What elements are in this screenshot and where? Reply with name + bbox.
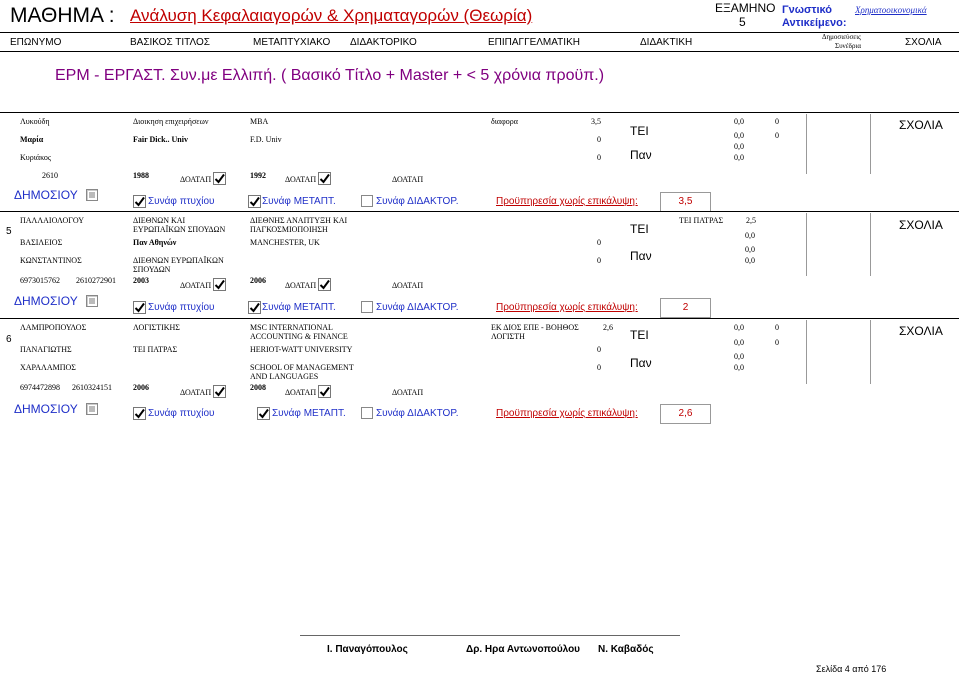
doatap-master-checkbox[interactable] — [318, 172, 331, 185]
record-master-institution: HERIOT-WATT UNIVERSITY — [250, 345, 353, 354]
record-basic-institution: ΤΕΙ ΠΑΤΡΑΣ — [133, 345, 178, 354]
synaf-metapt-checkbox[interactable] — [257, 407, 270, 420]
col-master: ΜΕΤΑΠΤΥΧΙΑΚΟ — [253, 37, 331, 48]
pan-label: Παν — [630, 249, 652, 263]
record-phone-1: 6973015762 — [20, 276, 60, 285]
experience-value: 2,6 — [660, 404, 711, 424]
doatap-basic-checkbox[interactable] — [213, 385, 226, 398]
pub-value: 0 — [775, 338, 779, 347]
footer-signer-1: Ι. Παναγόπουλος — [327, 644, 408, 655]
record-divider-2 — [0, 318, 959, 319]
pub-value: 0 — [775, 117, 779, 126]
col-publications-line1: Δημοσιεύσεις — [822, 33, 861, 41]
teach-value: 0,0 — [734, 338, 744, 347]
experience-value: 2 — [660, 298, 711, 318]
col-basic-title: ΒΑΣΙΚΟΣ ΤΙΤΛΟΣ — [130, 37, 210, 48]
synaf-didakt-label: Συνάφ ΔΙΔΑΚΤΟΡ. — [376, 302, 459, 313]
record-basic-title: Διοικηση επιχειρήσεων — [133, 117, 209, 126]
pub-box-border — [806, 114, 807, 174]
comments-link[interactable]: ΣΧΟΛΙΑ — [899, 324, 943, 338]
columns-divider — [0, 51, 959, 52]
pub-value: 0 — [775, 131, 779, 140]
col-publications-line2: Συνέδρια — [835, 42, 861, 50]
record-prof-value-2: 0 — [597, 153, 601, 162]
record-first-name: Μαρία — [20, 135, 44, 144]
synaf-didakt-checkbox[interactable] — [361, 195, 373, 207]
record-basic-extra: ΔΙΕΘΝΩΝ ΕΥΡΩΠΑΪΚΩΝ ΣΠΟΥΔΩΝ — [133, 256, 224, 274]
teach-extra: ΤΕΙ ΠΑΤΡΑΣ — [679, 216, 724, 225]
pan-label: Παν — [630, 356, 652, 370]
course-title[interactable]: Ανάλυση Κεφαλαιαγορών & Χρηματαγορών (Θεωρία) — [130, 6, 533, 25]
synaf-metapt-label: Συνάφ ΜΕΤΑΠΤ. — [262, 302, 336, 313]
record-first-name: ΒΑΣΙΛΕΙΟΣ — [20, 238, 63, 247]
synaf-ptyxiou-label: Συνάφ πτυχίου — [148, 302, 215, 313]
doatap-master-checkbox[interactable] — [318, 385, 331, 398]
record-prof-value-1: 0 — [597, 135, 601, 144]
doatap-label: ΔΟΑΤΑΠ — [180, 281, 212, 290]
teach-value: 0,0 — [734, 323, 744, 332]
record-phone-1: 6974472898 — [20, 383, 60, 392]
record-master-institution: MANCHESTER, UK — [250, 238, 320, 247]
public-label: ΔΗΜΟΣΙΟΥ — [14, 294, 78, 308]
doatap-basic-checkbox[interactable] — [213, 172, 226, 185]
col-phd: ΔΙΔΑΚΤΟΡΙΚΟ — [350, 37, 417, 48]
record-basic-title: ΛΟΓΙΣΤΙΚΗΣ — [133, 323, 180, 332]
record-father-name: ΧΑΡΑΛΑΜΠΟΣ — [20, 363, 76, 372]
doatap-label: ΔΟΑΤΑΠ — [180, 175, 212, 184]
teach-value: 0,0 — [734, 142, 744, 151]
record-master-institution: F.D. Univ — [250, 135, 282, 144]
record-prof-value-2: 0 — [597, 256, 601, 265]
record-father-name: ΚΩΝΣΤΑΝΤΙΝΟΣ — [20, 256, 82, 265]
comments-box-border — [870, 213, 871, 276]
col-comments: ΣΧΟΛΙΑ — [905, 37, 942, 48]
record-master-title: MBA — [250, 117, 269, 126]
record-prof-value-1: 0 — [597, 238, 601, 247]
comments-box-border — [870, 114, 871, 174]
synaf-didakt-checkbox[interactable] — [361, 407, 373, 419]
record-prof-title: διαφορα — [491, 117, 518, 126]
record-prof-title: ΕΚ ΔΙΟΣ ΕΠΕ - ΒΟΗΘΟΣ ΛΟΓΙΣΤΗ — [491, 323, 579, 341]
record-divider-1 — [0, 211, 959, 212]
synaf-didakt-label: Συνάφ ΔΙΔΑΚΤΟΡ. — [376, 196, 459, 207]
public-checkbox[interactable] — [86, 189, 98, 201]
record-master-year: 1992 — [250, 171, 266, 180]
pub-box-border — [806, 213, 807, 276]
doatap-label: ΔΟΑΤΑΠ — [285, 388, 317, 397]
synaf-metapt-label: Συνάφ ΜΕΤΑΠΤ. — [262, 196, 336, 207]
record-basic-title: ΔΙΕΘΝΩΝ ΚΑΙ ΕΥΡΩΠΑΪΚΩΝ ΣΠΟΥΔΩΝ — [133, 216, 226, 234]
public-label: ΔΗΜΟΣΙΟΥ — [14, 402, 78, 416]
record-prof-value-2: 0 — [597, 363, 601, 372]
semester-value: 5 — [739, 15, 746, 29]
comments-link[interactable]: ΣΧΟΛΙΑ — [899, 118, 943, 132]
record-number: 5 — [6, 226, 12, 237]
col-surname: ΕΠΩΝΥΜΟ — [10, 37, 62, 48]
record-first-name: ΠΑΝΑΓΙΩΤΗΣ — [20, 345, 72, 354]
header-divider — [0, 32, 959, 33]
record-phone-2: 2610272901 — [76, 276, 116, 285]
synaf-ptyxiou-label: Συνάφ πτυχίου — [148, 408, 215, 419]
experience-label: Προϋπηρεσία χωρίς επικάλυψη: — [496, 302, 638, 313]
record-phone-2: 2610324151 — [72, 383, 112, 392]
col-teaching: ΔΙΔΑΚΤΙΚΗ — [640, 37, 693, 48]
experience-label: Προϋπηρεσία χωρίς επικάλυψη: — [496, 408, 638, 419]
teach-value: 0,0 — [745, 256, 755, 265]
synaf-metapt-checkbox[interactable] — [248, 301, 261, 314]
tei-label: ΤΕΙ — [630, 328, 649, 342]
teach-value: 0,0 — [745, 245, 755, 254]
record-basic-year: 1988 — [133, 171, 149, 180]
section-title: ΕΡΜ - ΕΡΓΑΣΤ. Συν.με Ελλιπή. ( Βασικό Τίτλο + Master + < 5 χρόνια προϋπ.) — [55, 67, 605, 84]
teach-value: 0,0 — [734, 352, 744, 361]
public-checkbox[interactable] — [86, 403, 98, 415]
synaf-metapt-checkbox[interactable] — [248, 195, 261, 208]
doatap-master-checkbox[interactable] — [318, 278, 331, 291]
experience-label: Προϋπηρεσία χωρίς επικάλυψη: — [496, 196, 638, 207]
teach-value: 0,0 — [734, 363, 744, 372]
record-basic-year: 2003 — [133, 276, 149, 285]
doatap-label: ΔΟΑΤΑΠ — [392, 175, 424, 184]
record-master-year: 2006 — [250, 276, 266, 285]
teach-value: 0,0 — [734, 117, 744, 126]
synaf-didakt-checkbox[interactable] — [361, 301, 373, 313]
mathima-label: ΜΑΘΗΜΑ : — [10, 4, 115, 27]
synaf-ptyxiou-checkbox[interactable] — [133, 407, 146, 420]
synaf-didakt-label: Συνάφ ΔΙΔΑΚΤΟΡ. — [376, 408, 459, 419]
record-master-title: MSC INTERNATIONAL ACCOUNTING & FINANCE — [250, 323, 348, 341]
record-divider-0 — [0, 112, 959, 113]
record-master-title: ΔΙΕΘΝΗΣ ΑΝΑΠΤΥΞΗ ΚΑΙ ΠΑΓΚΟΣΜΙΟΠΟΙΗΣΗ — [250, 216, 348, 234]
doatap-label: ΔΟΑΤΑΠ — [392, 388, 424, 397]
synaf-ptyxiou-label: Συνάφ πτυχίου — [148, 196, 215, 207]
doatap-label: ΔΟΑΤΑΠ — [285, 281, 317, 290]
public-label: ΔΗΜΟΣΙΟΥ — [14, 188, 78, 202]
doatap-label: ΔΟΑΤΑΠ — [180, 388, 212, 397]
record-number: 6 — [6, 334, 12, 345]
semester-label: ΕΞΑΜΗΝΟ — [715, 1, 776, 15]
tei-label: ΤΕΙ — [630, 124, 649, 138]
record-surname: Λυκούδη — [20, 117, 50, 126]
public-checkbox[interactable] — [86, 295, 98, 307]
record-surname: ΛΑΜΠΡΟΠΟΥΛΟΣ — [20, 323, 87, 332]
synaf-metapt-label: Συνάφ ΜΕΤΑΠΤ. — [272, 408, 346, 419]
footer-signer-3: Ν. Καβαδός — [598, 644, 654, 655]
subject-label-line2: Αντικείμενο: — [782, 17, 847, 29]
doatap-label: ΔΟΑΤΑΠ — [392, 281, 424, 290]
record-prof-years: 3,5 — [591, 117, 601, 126]
pub-value: 0 — [775, 323, 779, 332]
synaf-ptyxiou-checkbox[interactable] — [133, 195, 146, 208]
footer-signer-2: Δρ. Ηρα Αντωνοπούλου — [466, 644, 581, 655]
record-phone-1: 2610 — [42, 171, 58, 180]
comments-box-border — [870, 320, 871, 384]
pub-box-border — [806, 320, 807, 384]
record-master-year: 2008 — [250, 383, 266, 392]
doatap-label: ΔΟΑΤΑΠ — [285, 175, 317, 184]
teach-extra-value: 2,5 — [746, 216, 756, 225]
subject-value[interactable]: Χρηματοοικονομικά — [855, 5, 927, 15]
teach-value: 0,0 — [745, 231, 755, 240]
col-professional: ΕΠΙΠΑΓΓΕΛΜΑΤΙΚΗ — [488, 37, 580, 48]
teach-value: 0,0 — [734, 131, 744, 140]
page-number: Σελίδα 4 από 176 — [816, 664, 887, 674]
pan-label: Παν — [630, 148, 652, 162]
record-master-extra: SCHOOL OF MANAGEMENT AND LANGUAGES — [250, 363, 354, 381]
doatap-basic-checkbox[interactable] — [213, 278, 226, 291]
record-basic-year: 2006 — [133, 383, 149, 392]
record-father-name: Κυριάκος — [20, 153, 52, 162]
record-basic-institution: Παν Αθηνών — [133, 238, 177, 247]
synaf-ptyxiou-checkbox[interactable] — [133, 301, 146, 314]
footer-divider — [300, 635, 680, 636]
record-prof-value-1: 0 — [597, 345, 601, 354]
subject-label-line1: Γνωστικό — [782, 4, 832, 16]
comments-link[interactable]: ΣΧΟΛΙΑ — [899, 218, 943, 232]
record-basic-institution: Fair Dick.. Univ — [133, 135, 188, 144]
experience-value: 3,5 — [660, 192, 711, 212]
tei-label: ΤΕΙ — [630, 222, 649, 236]
record-surname: ΠΑΛΛΑΙΟΛΟΓΟΥ — [20, 216, 85, 225]
record-prof-years: 2,6 — [603, 323, 613, 332]
teach-value: 0,0 — [734, 153, 744, 162]
